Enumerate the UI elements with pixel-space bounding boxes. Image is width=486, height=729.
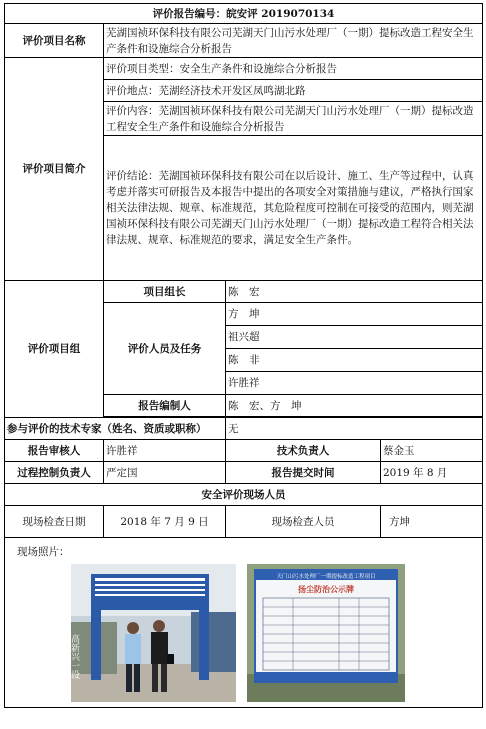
summary-type-row [5, 58, 483, 80]
team-writer-value: 陈 宏、方 坤 [226, 395, 483, 417]
process-lead-value: 严定国 [104, 462, 226, 484]
team-leader-value: 陈 宏 [226, 281, 483, 303]
reviewer-value: 许胜祥 [104, 440, 226, 462]
team-leader-label: 项目组长 [104, 281, 226, 303]
team-member-3: 陈 非 [226, 349, 483, 372]
summary-conclusion: 评价结论：芜湖国祯环保科技有限公司在以后设计、施工、生产等过程中，认真考虑并落实可研报告及本报告中提出的各项安全对策措施与建议，严格执行国家相关法律法规、规章、标准规范，其危险程度可控制在可接受的范围内，则芜湖国祯环保科技有限公司芜湖天门山污水处理厂（一期）提标改造工程符合相关法律法规、规章、标准规范的要求，满足安全生产条件。 [104, 136, 483, 281]
site-section-row [5, 484, 483, 506]
submit-time-label: 报告提交时间 [226, 462, 381, 484]
reviewer-row [5, 440, 483, 462]
notice-banner-text: 天门山污水处理厂一期提标改造工程项目 [276, 574, 376, 580]
experts-value: 无 [226, 418, 483, 440]
site-photos-label: 现场照片： [17, 546, 70, 558]
experts-label: 参与评价的技术专家（姓名、资质或职称） [5, 418, 226, 440]
tech-lead-value: 蔡金玉 [381, 440, 483, 462]
notice-heading-text: 扬尘防治公示牌 [298, 585, 355, 594]
site-photo-gate [71, 564, 236, 702]
team-member-1: 方 坤 [226, 303, 483, 326]
site-date-label: 现场检查日期 [5, 506, 104, 538]
summary-type: 评价项目类型：安全生产条件和设施综合分析报告 [104, 58, 483, 80]
reviewer-label: 报告审核人 [5, 440, 104, 462]
site-photos-row [5, 538, 483, 708]
gate-sign-text: 高新兴一设 [69, 634, 79, 679]
site-inspector-label: 现场检查人员 [226, 506, 381, 538]
tech-lead-label: 技术负责人 [226, 440, 381, 462]
submit-time-value: 2019 年 8 月 [381, 462, 483, 484]
process-lead-label: 过程控制负责人 [5, 462, 104, 484]
site-photo-notice-board [247, 564, 405, 702]
photo-row [7, 560, 480, 704]
experts-row [5, 418, 483, 440]
summary-content: 评价内容：芜湖国祯环保科技有限公司芜湖天门山污水处理厂（一期）提标改造工程安全生产条件和设施综合分析报告 [104, 102, 483, 136]
process-row [5, 462, 483, 484]
project-name-value: 芜湖国祯环保科技有限公司芜湖天门山污水处理厂（一期）提标改造工程安全生产条件和设施综合分析报告 [104, 24, 483, 58]
project-name-row [5, 24, 483, 58]
project-name-label: 评价项目名称 [5, 24, 104, 58]
report-table [4, 3, 483, 708]
team-member-4: 许胜祥 [226, 372, 483, 395]
site-check-row [5, 506, 483, 538]
site-inspector-value: 方坤 [381, 506, 483, 538]
report-sheet [4, 3, 482, 725]
summary-location: 评价地点：芜湖经济技术开发区凤鸣湖北路 [104, 80, 483, 102]
team-leader-row [5, 281, 483, 303]
team-members-label: 评价人员及任务 [104, 303, 226, 395]
site-section-title: 安全评价现场人员 [5, 484, 483, 506]
team-writer-label: 报告编制人 [104, 395, 226, 417]
summary-label: 评价项目简介 [5, 58, 104, 281]
site-date-value: 2018 年 7 月 9 日 [104, 506, 226, 538]
report-number-value: 皖安评 2019070134 [226, 7, 335, 20]
report-number-label: 评价报告编号： [152, 7, 227, 20]
team-label: 评价项目组 [5, 281, 104, 418]
report-number-row [5, 4, 483, 24]
team-member-2: 祖兴超 [226, 326, 483, 349]
